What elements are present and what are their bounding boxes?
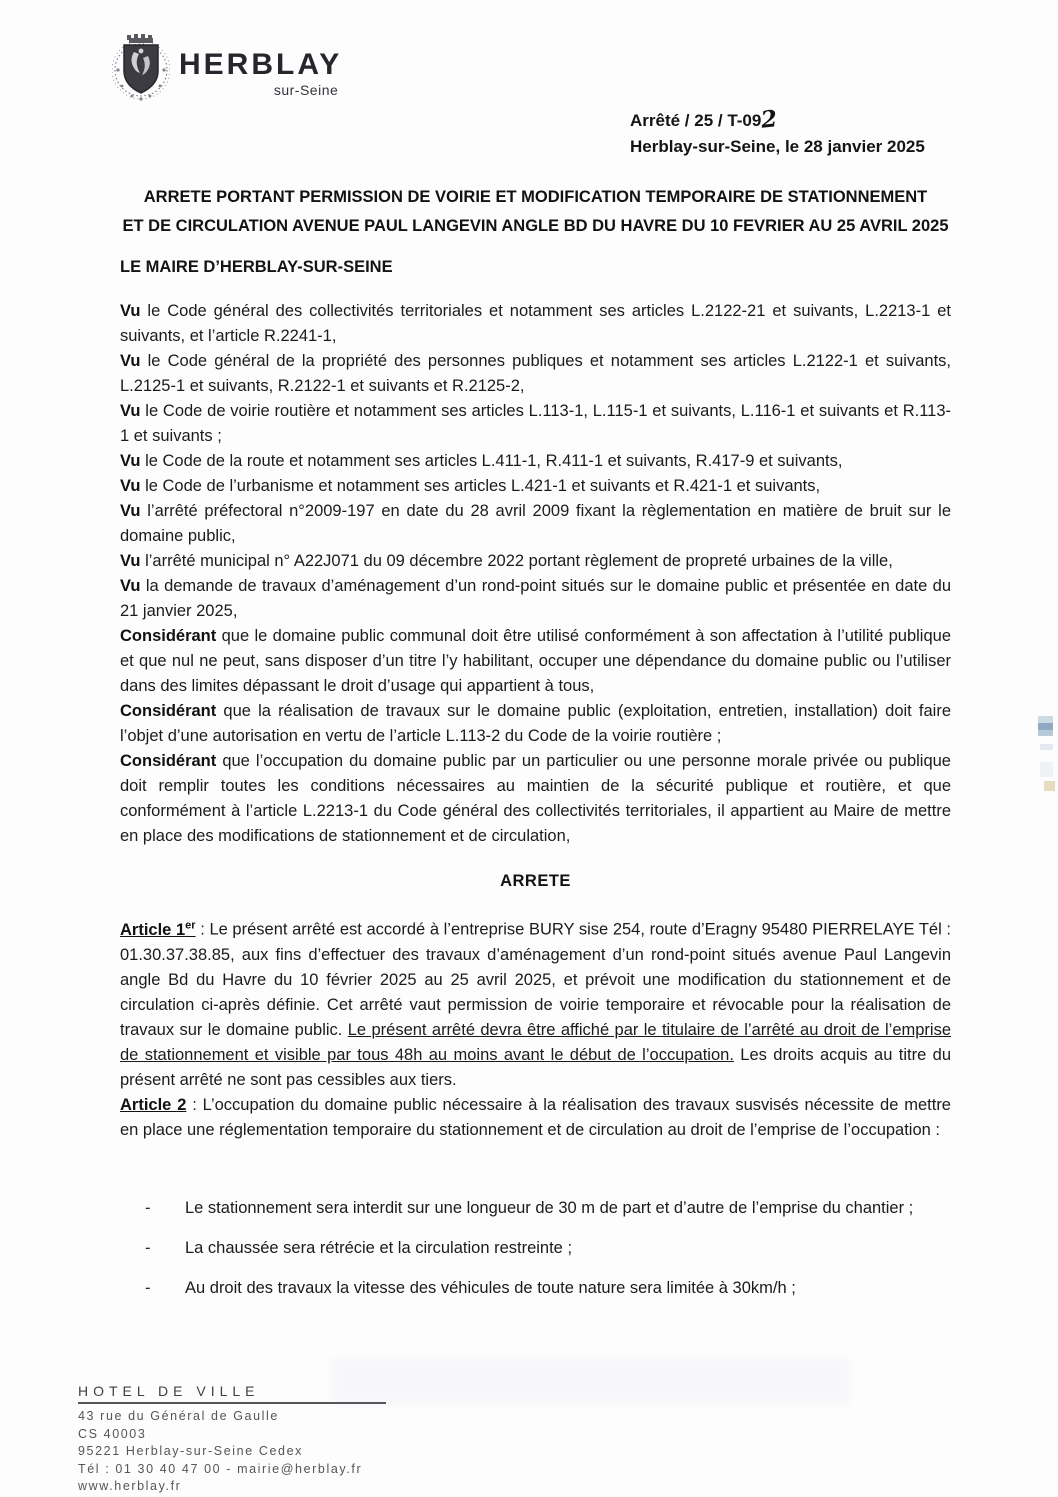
city-name: HERBLAY [179,48,343,81]
city-wordmark [179,50,342,98]
scan-edge-artifact [1040,762,1053,777]
recital-vu [120,349,951,399]
scan-bleedthrough-artifact [330,1358,850,1406]
recital-considerant [120,624,951,699]
article-1-text-after: Les droits acquis au titre du présent arrêté ne sont pas cessibles aux tiers. [120,1045,951,1089]
decree-reference-block [630,106,925,160]
recital-text: que la réalisation de travaux sur le domaine public (exploitation, entretien, installation) doit faire l’objet d’une autorisation en vertu de l’article L.113-2 du Code de la voirie routière ; [120,702,951,745]
dash-bullet: - [145,1198,151,1217]
list-item [120,1188,951,1228]
recital-considerant [120,699,951,749]
footer-title: HOTEL DE VILLE [78,1383,386,1404]
arrete-heading: ARRETE [500,872,571,890]
recital-vu [120,574,951,624]
decree-dateline: Herblay-sur-Seine, le 28 janvier 2025 [630,137,925,156]
recital-text: que l’occupation du domaine public par un particulier ou une personne morale privée ou publique doit remplir toutes les conditions nécessaires au maintien de la sécurité publique et routière, et que conformément à l’article L.2213-1 du Code général des collectivités territoriales, il appartient au Maire de mettre en place des modifications de stationnement et de circulation, [120,752,951,845]
list-item [120,1268,951,1308]
article-1 [120,913,951,1093]
recital-lead: Vu [120,552,141,570]
decree-title-line2: ET DE CIRCULATION AVENUE PAUL LANGEVIN ANGLE BD DU HAVRE DU 10 FEVRIER AU 25 AVRIL 2025 [122,217,949,235]
coat-of-arms-icon [112,32,170,102]
recital-lead: Vu [120,452,141,470]
city-logo [112,30,342,102]
recital-text: l’arrêté municipal n° A22J071 du 09 décembre 2022 portant règlement de propreté urbaines de la ville, [140,552,893,570]
article-1-underlined-clause: Le présent arrêté devra être affiché par le titulaire de l’arrêté au droit de l’emprise de stationnement et visible par tous 48h au moins avant le début de l’occupation. [120,1020,952,1064]
recital-lead: Vu [120,352,141,370]
decree-title-line1: ARRETE PORTANT PERMISSION DE VOIRIE ET MODIFICATION TEMPORAIRE DE STATIONNEMENT [143,188,928,206]
decree-reference-handwritten-digit: 2 [760,105,779,134]
article-2-label: Article 2 [120,1095,187,1114]
recital-vu [120,474,951,499]
article-2-separator: : [186,1095,203,1114]
dash-bullet: - [145,1278,151,1297]
recital-vu [120,549,951,574]
recitals-section [120,299,951,849]
dash-bullet: - [145,1238,151,1257]
recital-text: la demande de travaux d’aménagement d’un rond-point situés sur le domaine public et présentée en date du 21 janvier 2025, [120,577,951,620]
footer-address-line: 43 rue du Général de Gaulle [78,1409,279,1423]
recital-lead: Vu [120,477,141,495]
recital-lead: Vu [120,302,141,320]
recital-vu [120,449,951,474]
article-1-separator: : [195,920,210,939]
footer-website-line: www.herblay.fr [78,1479,182,1493]
recital-lead: Vu [120,402,141,420]
city-name-subtitle: sur-Seine [273,82,339,98]
list-item-text: Le stationnement sera interdit sur une longueur de 30 m de part et d’autre de l’emprise du chantier ; [185,1198,914,1217]
footer-contact-line: Tél : 01 30 40 47 00 - mairie@herblay.fr [78,1461,363,1476]
recital-text: que le domaine public communal doit être utilisé conformément à son affectation à l’utilité publique et que nul ne peut, sans disposer d’un titre l’y habilitant, occuper une dépendance du domaine public ou l’utiliser dans des limites dépassant le droit d’usage qui appartient à tous, [120,627,951,695]
list-item [120,1228,951,1268]
scan-edge-artifact [1038,716,1053,736]
footer-address-line: CS 40003 [78,1426,147,1441]
article-2 [120,1093,951,1143]
recital-vu [120,299,951,349]
mayor-line: LE MAIRE D’HERBLAY-SUR-SEINE [120,258,393,276]
scan-edge-artifact [1040,744,1053,750]
recital-text: le Code de voirie routière et notamment ses articles L.113-1, L.115-1 et suivants, L.116-1 et suivants et R.113-1 et suivants ; [120,402,951,445]
document-body [120,183,951,1308]
recital-text: le Code de l’urbanisme et notamment ses articles L.421-1 et suivants et R.421-1 et suivants, [140,477,821,495]
recital-lead: Considérant [120,752,217,770]
recital-text: le Code général des collectivités territoriales et notamment ses articles L.2122-21 et suivants, L.2213-1 et suivants, et l’article R.2241-1, [120,302,951,345]
recital-vu [120,499,951,549]
footer-address-line: 95221 Herblay-sur-Seine Cedex [78,1444,303,1458]
recital-text: l’arrêté préfectoral n°2009-197 en date du 28 avril 2009 fixant la règlementation en matière de bruit sur le domaine public, [120,502,951,545]
measures-list [120,1188,951,1308]
footer-address-block [78,1408,386,1496]
recital-considerant [120,749,951,849]
recital-lead: Vu [120,577,141,595]
list-item-text: Au droit des travaux la vitesse des véhicules de toute nature sera limitée à 30km/h ; [185,1278,796,1297]
article-1-text: Le présent arrêté est accordé à l’entreprise BURY sise 254, route d’Eragny 95480 PIERRELAYE Tél : 01.30.37.38.85, aux fins d’effectuer des travaux d’aménagement d’un rond-point situés avenue Paul Langevin angle Bd du Havre du 10 février 2025 au 25 avril 2025, et prévoit une modification du stationnement et de circulation ci-après définie. Cet arrêté vaut permission de voirie temporaire et révocable pour la réalisation de travaux sur le domaine public. [120,920,951,1039]
scan-edge-artifact [1044,781,1055,791]
article-1-label [120,921,196,939]
decree-reference-number [630,106,925,134]
article-1-label-superscript: er [185,919,196,931]
decree-title [120,183,951,241]
article-1-label-text: Article 1 [120,920,186,939]
article-2-text: L’occupation du domaine public nécessaire à la réalisation des travaux susvisés nécessite de mettre en place une réglementation temporaire du stationnement et de circulation au droit de l’emprise de l’occupation : [120,1095,951,1139]
list-item-text: La chaussée sera rétrécie et la circulation restreinte ; [185,1238,573,1257]
recital-vu [120,399,951,449]
decree-reference-printed: Arrêté / 25 / T-09 [630,111,762,130]
recital-lead: Considérant [120,627,217,645]
recital-text: le Code général de la propriété des personnes publiques et notamment ses articles L.2122-1 et suivants, L.2125-1 et suivants, R.2122-1 et suivants et R.2125-2, [120,352,951,395]
recital-lead: Considérant [120,702,217,720]
recital-text: le Code de la route et notamment ses articles L.411-1, R.411-1 et suivants, R.417-9 et suivants, [140,452,843,470]
recital-lead: Vu [120,502,141,520]
